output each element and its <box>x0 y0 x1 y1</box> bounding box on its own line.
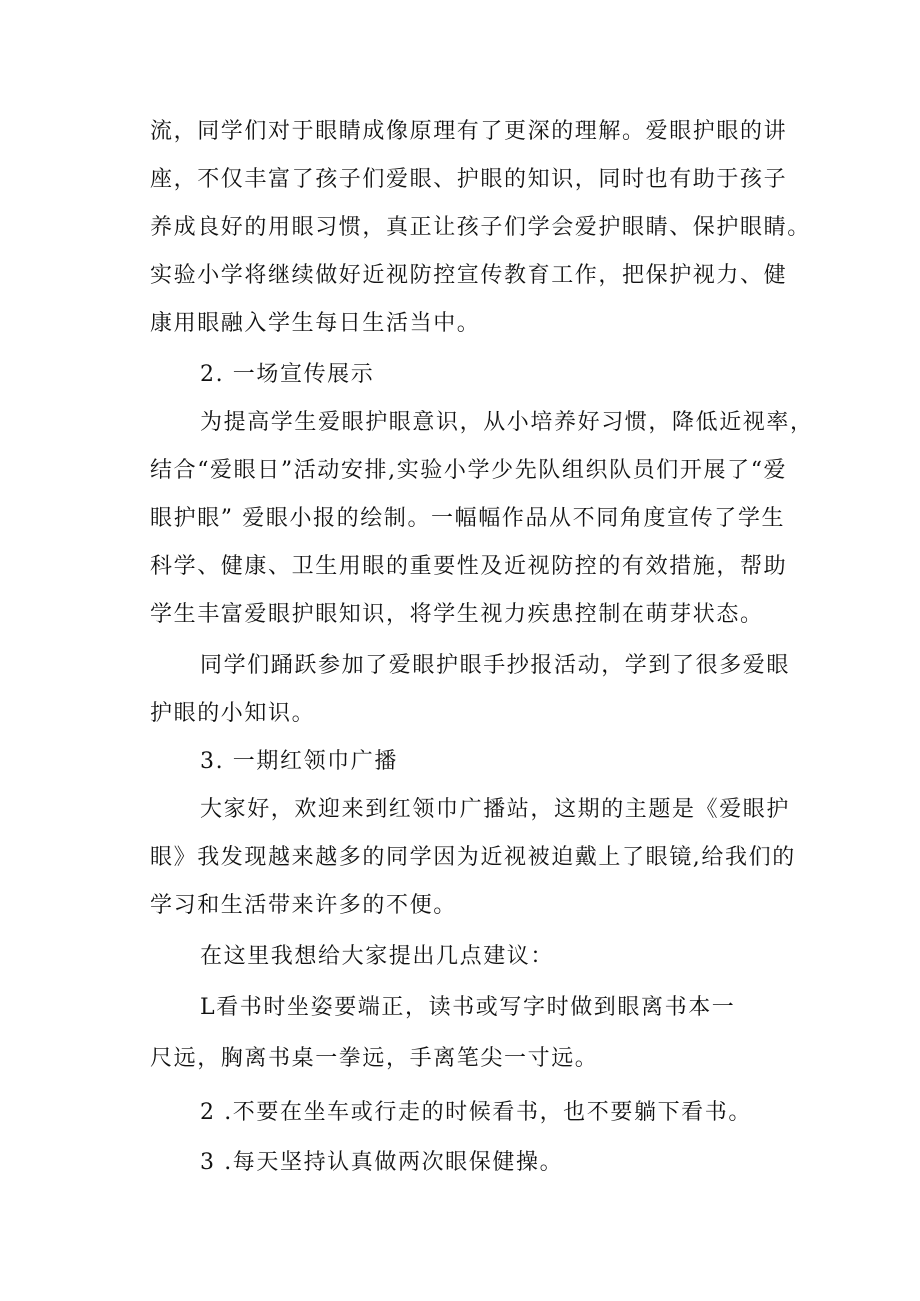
paragraph-line: 养成良好的用眼习惯，真正让孩子们学会爱护眼睛、保护眼睛。 <box>150 215 811 240</box>
paragraph-line: 在这里我想给大家提出几点建议： <box>200 944 555 969</box>
list-item: L看书时坐姿要端正，读书或写字时做到眼离书本一 <box>200 995 736 1020</box>
list-item: 2 .不要在坐车或行走的时候看书，也不要躺下看书。 <box>200 1100 752 1125</box>
paragraph-line: 学习和生活带来许多的不便。 <box>150 893 457 918</box>
paragraph-line: 康用眼融入学生每日生活当中。 <box>150 311 481 336</box>
paragraph-line: 眼护眼” 爱眼小报的绘制。一幅幅作品从不同角度宣传了学生 <box>150 506 786 531</box>
paragraph-line: 同学们踊跃参加了爱眼护眼手抄报活动，学到了很多爱眼 <box>200 653 791 678</box>
paragraph-line: 座，不仅丰富了孩子们爱眼、护眼的知识，同时也有助于孩子 <box>150 167 788 192</box>
section-heading: 2. 一场宣传展示 <box>200 362 375 387</box>
paragraph-line: 结合“爱眼日”活动安排,实验小学少先队组织队员们开展了“爱 <box>150 458 788 483</box>
paragraph-line: 学生丰富爱眼护眼知识，将学生视力疾患控制在萌芽状态。 <box>150 602 764 627</box>
paragraph-line: 大家好，欢迎来到红领巾广播站，这期的主题是《爱眼护 <box>200 797 791 822</box>
paragraph-line: 流，同学们对于眼睛成像原理有了更深的理解。爱眼护眼的讲 <box>150 119 788 144</box>
paragraph-line: 实验小学将继续做好近视防控宣传教育工作，把保护视力、健 <box>150 263 788 288</box>
section-heading: 3. 一期红领巾广播 <box>200 749 398 774</box>
paragraph-line: 为提高学生爱眼护眼意识，从小培养好习惯，降低近视率， <box>200 410 814 435</box>
paragraph-line: 眼》我发现越来越多的同学因为近视被迫戴上了眼镜,给我们的 <box>150 845 796 870</box>
paragraph-line: 科学、健康、卫生用眼的重要性及近视防控的有效措施，帮助 <box>150 554 788 579</box>
paragraph-line: 护眼的小知识。 <box>150 701 316 726</box>
list-item: 3 .每天坚持认真做两次眼保健操。 <box>200 1150 564 1175</box>
list-item-continuation: 尺远，胸离书桌一拳远，手离笔尖一寸远。 <box>150 1046 599 1071</box>
